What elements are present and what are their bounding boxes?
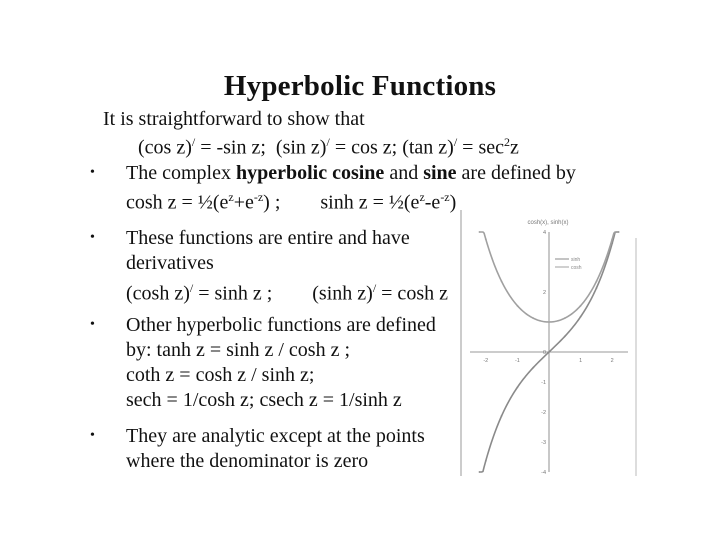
- data-point-sinh: [564, 336, 566, 338]
- y-tick-label: -4: [541, 470, 546, 476]
- y-tick-label: -3: [541, 440, 546, 446]
- sin-derivative-rhs: = cos z;: [329, 136, 398, 159]
- prime-mark: /: [326, 135, 330, 149]
- hyperbolic-cosine-term: hyperbolic cosine: [235, 162, 385, 184]
- bullet-marker: •: [90, 428, 95, 443]
- y-tick-label: 2: [542, 290, 546, 296]
- cos-derivative-lhs: (cos z): [138, 136, 192, 159]
- bullet-1-text: are defined by: [456, 162, 576, 184]
- sin-derivative-lhs: (sin z): [275, 136, 327, 159]
- x-tick-label: -1: [514, 358, 520, 364]
- tan-exponent: 2: [504, 135, 510, 149]
- data-point-sinh: [517, 387, 519, 389]
- data-point-cosh: [501, 281, 503, 283]
- x-tick-label: 2: [610, 358, 614, 364]
- data-point-sinh: [479, 471, 481, 473]
- bullet-1-line-1: [126, 162, 576, 184]
- bullet-4-line-1: They are analytic except at the points: [126, 425, 425, 447]
- exponent: -z: [440, 190, 450, 204]
- bullet-3-line-4: sech = 1/cosh z; csech z = 1/sinh z: [126, 389, 402, 411]
- data-point-cosh: [596, 281, 598, 283]
- bullet-4-line-2: where the denominator is zero: [126, 450, 369, 472]
- data-point-cosh: [479, 231, 481, 233]
- data-point-cosh: [485, 238, 487, 240]
- tan-derivative-end: z: [510, 136, 519, 159]
- data-point-cosh: [618, 231, 620, 233]
- data-point-cosh: [517, 305, 519, 307]
- trig-derivatives: [138, 131, 519, 159]
- x-tick-label: 1: [579, 358, 583, 364]
- slide-title: Hyperbolic Functions: [223, 70, 497, 102]
- sinh-definition: -e: [424, 191, 441, 214]
- sinh-definition: ): [449, 191, 457, 214]
- bullet-3-line-2: by: tanh z = sinh z / cosh z ;: [126, 339, 351, 361]
- plot-title: cosh(x), sinh(x): [527, 220, 569, 226]
- cosh-definition: cosh z = ½(e: [126, 191, 229, 214]
- cosh-definition: ) ;: [263, 191, 281, 214]
- bullet-2-line-2: derivatives: [126, 252, 214, 274]
- x-tick-label: -2: [483, 358, 489, 364]
- legend-label-cosh: cosh: [571, 265, 582, 271]
- bullet-2-derivatives: [126, 277, 448, 305]
- bullet-1-definitions: [126, 186, 456, 214]
- bullet-marker: •: [90, 317, 95, 332]
- sinh-derivative-rhs: = cosh z: [376, 282, 448, 305]
- y-tick-label: -2: [541, 410, 546, 416]
- data-point-sinh: [501, 415, 503, 417]
- sinh-derivative-lhs: (sinh z): [312, 282, 373, 305]
- cosh-derivative-lhs: (cosh z): [126, 282, 190, 305]
- data-point-sinh: [580, 316, 582, 318]
- data-point-cosh: [532, 317, 534, 319]
- data-point-sinh: [596, 287, 598, 289]
- hyperbolic-plot: [458, 210, 640, 476]
- bullet-marker: •: [90, 165, 95, 180]
- y-tick-label: 0: [542, 350, 546, 356]
- prime-mark: /: [189, 281, 194, 295]
- exponent: -z: [253, 190, 264, 204]
- bullet-3-line-3: coth z = cosh z / sinh z;: [126, 364, 315, 386]
- legend-label-sinh: sinh: [571, 257, 581, 263]
- prime-mark: /: [453, 135, 458, 149]
- sine-term: sine: [423, 162, 457, 184]
- prime-mark: /: [191, 135, 196, 149]
- bullet-marker: •: [90, 230, 95, 245]
- data-point-cosh: [564, 317, 566, 319]
- data-point-cosh: [611, 238, 613, 240]
- y-tick-label: -1: [541, 380, 546, 386]
- bullet-1-text: and: [384, 162, 424, 184]
- tan-derivative-lhs: (tan z): [402, 136, 454, 159]
- data-point-sinh: [548, 351, 550, 353]
- cos-derivative-rhs: = -sin z;: [195, 136, 266, 159]
- bullet-2-line-1: These functions are entire and have: [126, 227, 410, 249]
- exponent: z: [419, 190, 425, 204]
- bullet-1-text: The complex: [126, 162, 236, 184]
- data-point-cosh: [580, 305, 582, 307]
- bullet-3-line-1: Other hyperbolic functions are defined: [126, 314, 436, 336]
- sinh-definition: sinh z = ½(e: [320, 191, 420, 214]
- prime-mark: /: [372, 281, 377, 295]
- data-point-cosh: [548, 321, 550, 323]
- cosh-derivative-rhs: = sinh z ;: [193, 282, 273, 305]
- intro-text: It is straightforward to show that: [103, 108, 365, 130]
- exponent: z: [228, 190, 234, 204]
- tan-derivative-rhs: = sec: [457, 136, 504, 159]
- cosh-definition: +e: [233, 191, 254, 214]
- data-point-sinh: [485, 460, 487, 462]
- data-point-sinh: [532, 367, 534, 369]
- y-tick-label: 4: [542, 230, 546, 236]
